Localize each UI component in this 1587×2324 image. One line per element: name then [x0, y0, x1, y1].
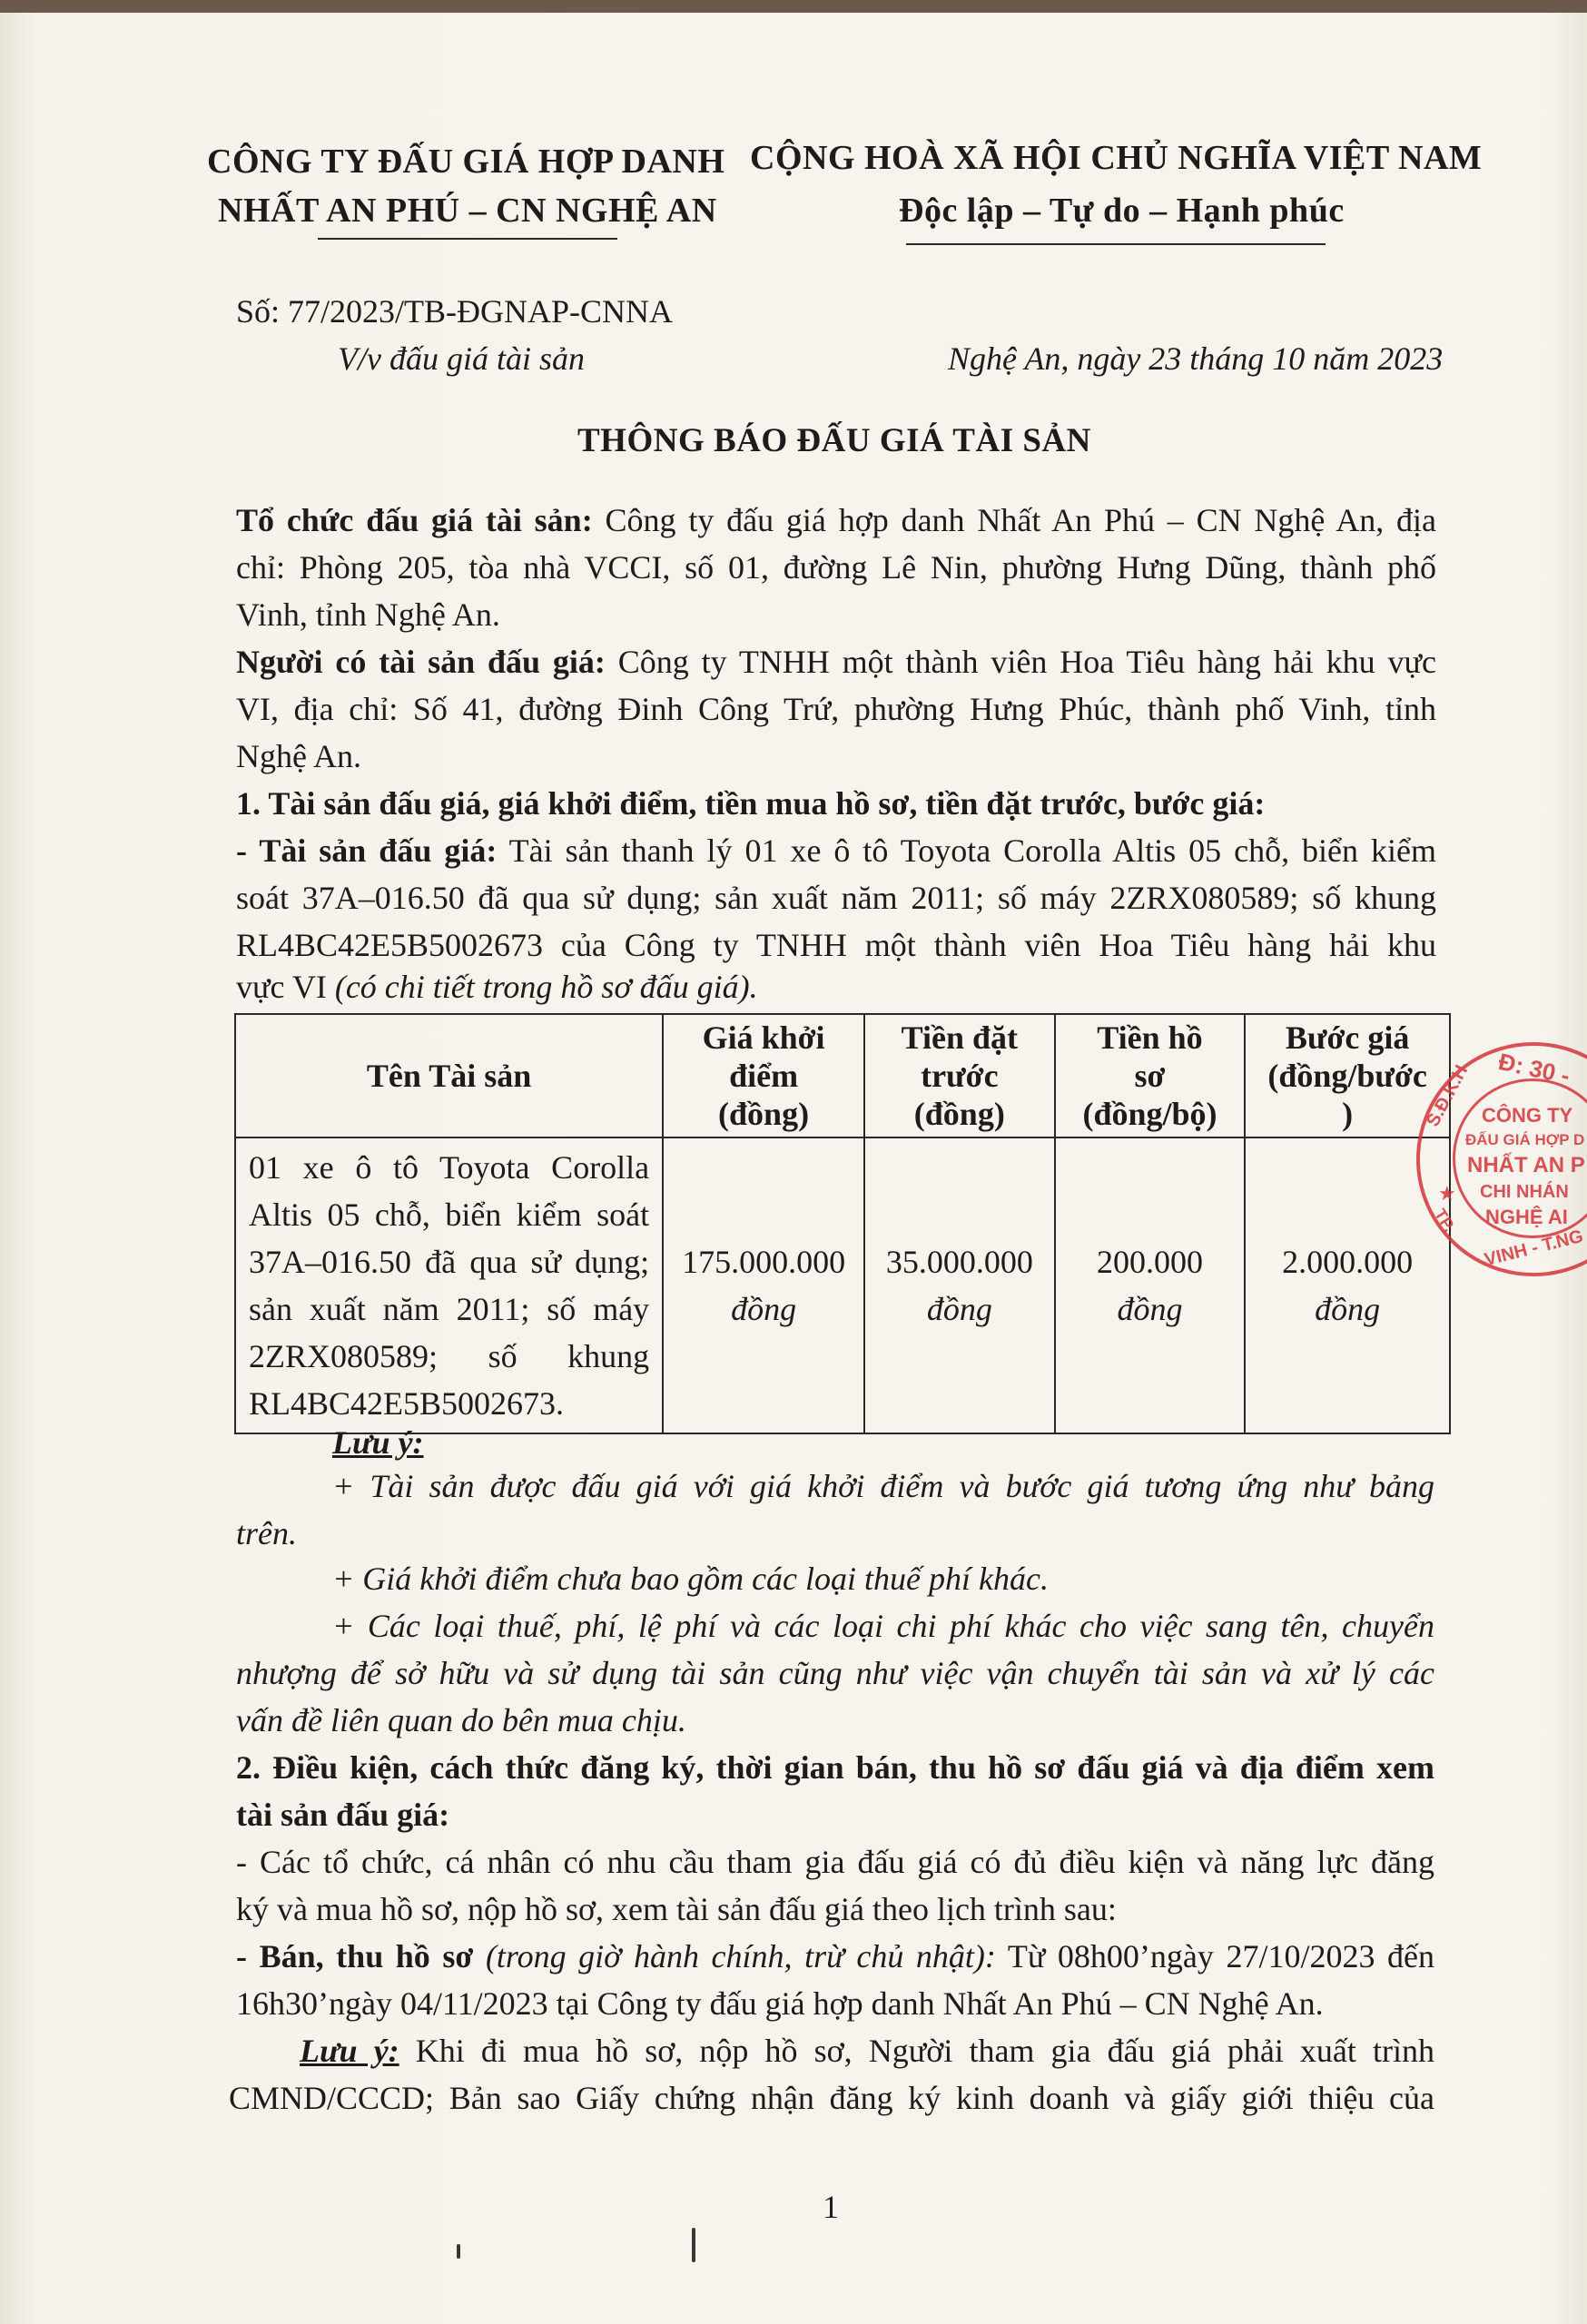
header-text: Giá khởi — [702, 1019, 825, 1056]
asset-text1: Tài sản thanh lý 01 xe ô tô Toyota Corolla Altis 05 chỗ, biển kiểm — [508, 832, 1436, 869]
asset-line3: RL4BC42E5B5002673 của Công ty TNHH một thành viên Hoa Tiêu hàng hải khu — [236, 927, 1436, 963]
section2-para2b: 16h30’ngày 04/11/2023 tại Công ty đấu giá hợp danh Nhất An Phú – CN Nghệ An. — [236, 1985, 1324, 2022]
asset-line1 — [236, 832, 1436, 870]
section1-heading: 1. Tài sản đấu giá, giá khởi điểm, tiền mua hồ sơ, tiền đặt trước, bước giá: — [236, 785, 1266, 822]
scan-mark — [692, 2228, 695, 2262]
sale-start: Từ 08h00’ngày 27/10/2023 đến — [1007, 1938, 1435, 1974]
start-price-value: 175.000.000 — [682, 1244, 846, 1280]
organizer-label: Tổ chức đấu giá tài sản: — [236, 502, 593, 538]
header-text: (đồng) — [718, 1096, 810, 1132]
doc-subject: V/v đấu giá tài sản — [338, 340, 585, 377]
header-text: sơ — [1134, 1058, 1166, 1094]
doc-number: Số: 77/2023/TB-ĐGNAP-CNNA — [236, 293, 674, 330]
table-row — [235, 1137, 1450, 1433]
unit-label: đồng — [1315, 1291, 1381, 1327]
header-asset-name-text: Tên Tài sản — [366, 1058, 532, 1094]
owner-line1 — [236, 643, 1436, 681]
header-text: (đồng/bộ) — [1082, 1096, 1217, 1132]
section2-para1a: - Các tổ chức, cá nhân có nhu cầu tham gia đấu giá có đủ điều kiện và năng lực đăng — [236, 1844, 1434, 1880]
org-name-line1: CÔNG TY ĐẤU GIÁ HỢP DANH — [207, 143, 725, 181]
header-text: ) — [1342, 1096, 1354, 1132]
note1-label: Lưu ý: — [332, 1424, 424, 1461]
stamp-left-bottom: TP. — [1430, 1206, 1459, 1236]
stamp-line4: CHI NHÁN — [1480, 1182, 1569, 1202]
asset-line4 — [236, 968, 758, 1006]
stamp-left-arc: S.Đ.K.H — [1423, 1061, 1473, 1130]
stamp-line1: CÔNG TY — [1482, 1104, 1573, 1127]
stamp-bottom-text: VINH - T.NG — [1482, 1226, 1586, 1271]
org-underline — [318, 238, 617, 240]
note1-item1a: + Tài sản được đấu giá với giá khởi điểm và bước giá tương ứng như bảng — [332, 1468, 1434, 1504]
asset-text4: vực VI — [236, 969, 327, 1005]
header-deposit — [864, 1014, 1055, 1137]
desc-line: Altis 05 chỗ, biển kiểm soát — [249, 1196, 650, 1233]
section2-heading2: tài sản đấu giá: — [236, 1797, 450, 1833]
header-text: trước — [921, 1058, 999, 1094]
stamp-line5: NGHỆ AI — [1485, 1206, 1568, 1228]
scan-top-edge — [0, 0, 1587, 13]
note2-text: Khi đi mua hồ sơ, nộp hồ sơ, Người tham gia đấu giá phải xuất trình — [415, 2033, 1435, 2069]
header-text: Tiền hồ — [1097, 1019, 1203, 1056]
sale-label: - Bán, thu hồ sơ — [236, 1938, 474, 1974]
desc-line: 2ZRX080589; số khung — [249, 1338, 650, 1374]
asset-description-cell — [235, 1137, 663, 1433]
table-header-row — [235, 1014, 1450, 1137]
place-date: Nghệ An, ngày 23 tháng 10 năm 2023 — [948, 340, 1444, 377]
org-name-line2: NHẤT AN PHÚ – CN NGHỆ AN — [218, 192, 717, 230]
nation-line1: CỘNG HOÀ XÃ HỘI CHỦ NGHĨA VIỆT NAM — [750, 139, 1483, 177]
unit-label: đồng — [1117, 1291, 1183, 1327]
notice-title: THÔNG BÁO ĐẤU GIÁ TÀI SẢN — [577, 422, 1091, 459]
section2-para1b: ký và mua hồ sơ, nộp hồ sơ, xem tài sản đấu giá theo lịch trình sau: — [236, 1891, 1117, 1927]
desc-line: 01 xe ô tô Toyota Corolla — [249, 1149, 650, 1186]
header-bid-step — [1245, 1014, 1450, 1137]
organizer-line3: Vinh, tỉnh Nghệ An. — [236, 596, 500, 633]
asset-line2: soát 37A–016.50 đã qua sử dụng; sản xuất năm 2011; số máy 2ZRX080589; số khung — [236, 880, 1436, 916]
stamp-line3: NHẤT AN P — [1467, 1153, 1585, 1177]
stamp-top-text: Đ: 30 - — [1495, 1048, 1572, 1089]
section2-heading1: 2. Điều kiện, cách thức đăng ký, thời gian bán, thu hồ sơ đấu giá và địa điểm xem — [236, 1749, 1434, 1786]
start-price-cell — [663, 1137, 864, 1433]
section2-para2a — [236, 1937, 1434, 1975]
scan-mark — [457, 2244, 460, 2259]
doc-fee-value: 200.000 — [1096, 1244, 1203, 1280]
page-number: 1 — [823, 2189, 839, 2225]
header-doc-fee — [1055, 1014, 1246, 1137]
section2-note-line2: CMND/CCCD; Bản sao Giấy chứng nhận đăng ký kinh doanh và giấy giới thiệu của — [229, 2080, 1434, 2116]
deposit-cell — [864, 1137, 1055, 1433]
note1-item3a: + Các loại thuế, phí, lệ phí và các loại chi phí khác cho việc sang tên, chuyển — [332, 1608, 1434, 1644]
deposit-value: 35.000.000 — [885, 1244, 1033, 1280]
motto-underline — [906, 243, 1326, 245]
section2-note-line1 — [300, 2032, 1434, 2070]
asset-table — [234, 1013, 1451, 1434]
header-text: Bước giá — [1285, 1019, 1410, 1056]
asset-detail-note: (có chi tiết trong hồ sơ đấu giá). — [334, 969, 758, 1005]
owner-line2: VI, địa chỉ: Số 41, đường Đinh Công Trứ, phường Hưng Phúc, thành phố Vinh, tỉnh — [236, 691, 1436, 727]
note1-item3c: vấn đề liên quan do bên mua chịu. — [236, 1702, 686, 1738]
bid-step-value: 2.000.000 — [1282, 1244, 1414, 1280]
nation-motto: Độc lập – Tự do – Hạnh phúc — [899, 192, 1345, 230]
header-start-price — [663, 1014, 864, 1137]
organizer-line1 — [236, 501, 1436, 539]
note1-item3b: nhượng để sở hữu và sử dụng tài sản cũng như việc vận chuyển tài sản và xử lý các — [236, 1655, 1434, 1691]
stamp-line2: ĐẤU GIÁ HỢP D — [1465, 1131, 1585, 1148]
header-text: (đồng/bước — [1267, 1058, 1427, 1094]
header-text: (đồng) — [913, 1096, 1005, 1132]
note1-item2: + Giá khởi điểm chưa bao gồm các loại thuế phí khác. — [332, 1561, 1049, 1597]
desc-line: 37A–016.50 đã qua sử dụng; — [249, 1244, 650, 1280]
header-asset-name — [235, 1014, 663, 1137]
desc-line: sản xuất năm 2011; số máy — [249, 1291, 650, 1327]
note1-item1b: trên. — [236, 1515, 297, 1551]
unit-label: đồng — [926, 1291, 992, 1327]
unit-label: đồng — [731, 1291, 797, 1327]
organizer-line2: chỉ: Phòng 205, tòa nhà VCCI, số 01, đường Lê Nin, phường Hưng Dũng, thành phố — [236, 549, 1436, 586]
sale-hours-note: (trong giờ hành chính, trừ chủ nhật): — [485, 1938, 996, 1974]
doc-fee-cell — [1055, 1137, 1246, 1433]
organizer-text1: Công ty đấu giá hợp danh Nhất An Phú – CN Nghệ An, địa — [605, 502, 1437, 538]
owner-label: Người có tài sản đấu giá: — [236, 644, 606, 680]
header-text: điểm — [729, 1058, 799, 1094]
header-text: Tiền đặt — [901, 1019, 1018, 1056]
asset-label: - Tài sản đấu giá: — [236, 832, 498, 869]
note2-label: Lưu ý: — [300, 2033, 399, 2069]
owner-text1: Công ty TNHH một thành viên Hoa Tiêu hàng hải khu vực — [617, 644, 1437, 680]
desc-line: RL4BC42E5B5002673. — [249, 1385, 565, 1422]
owner-line3: Nghệ An. — [236, 738, 361, 774]
star-icon: ★ — [1438, 1182, 1456, 1205]
